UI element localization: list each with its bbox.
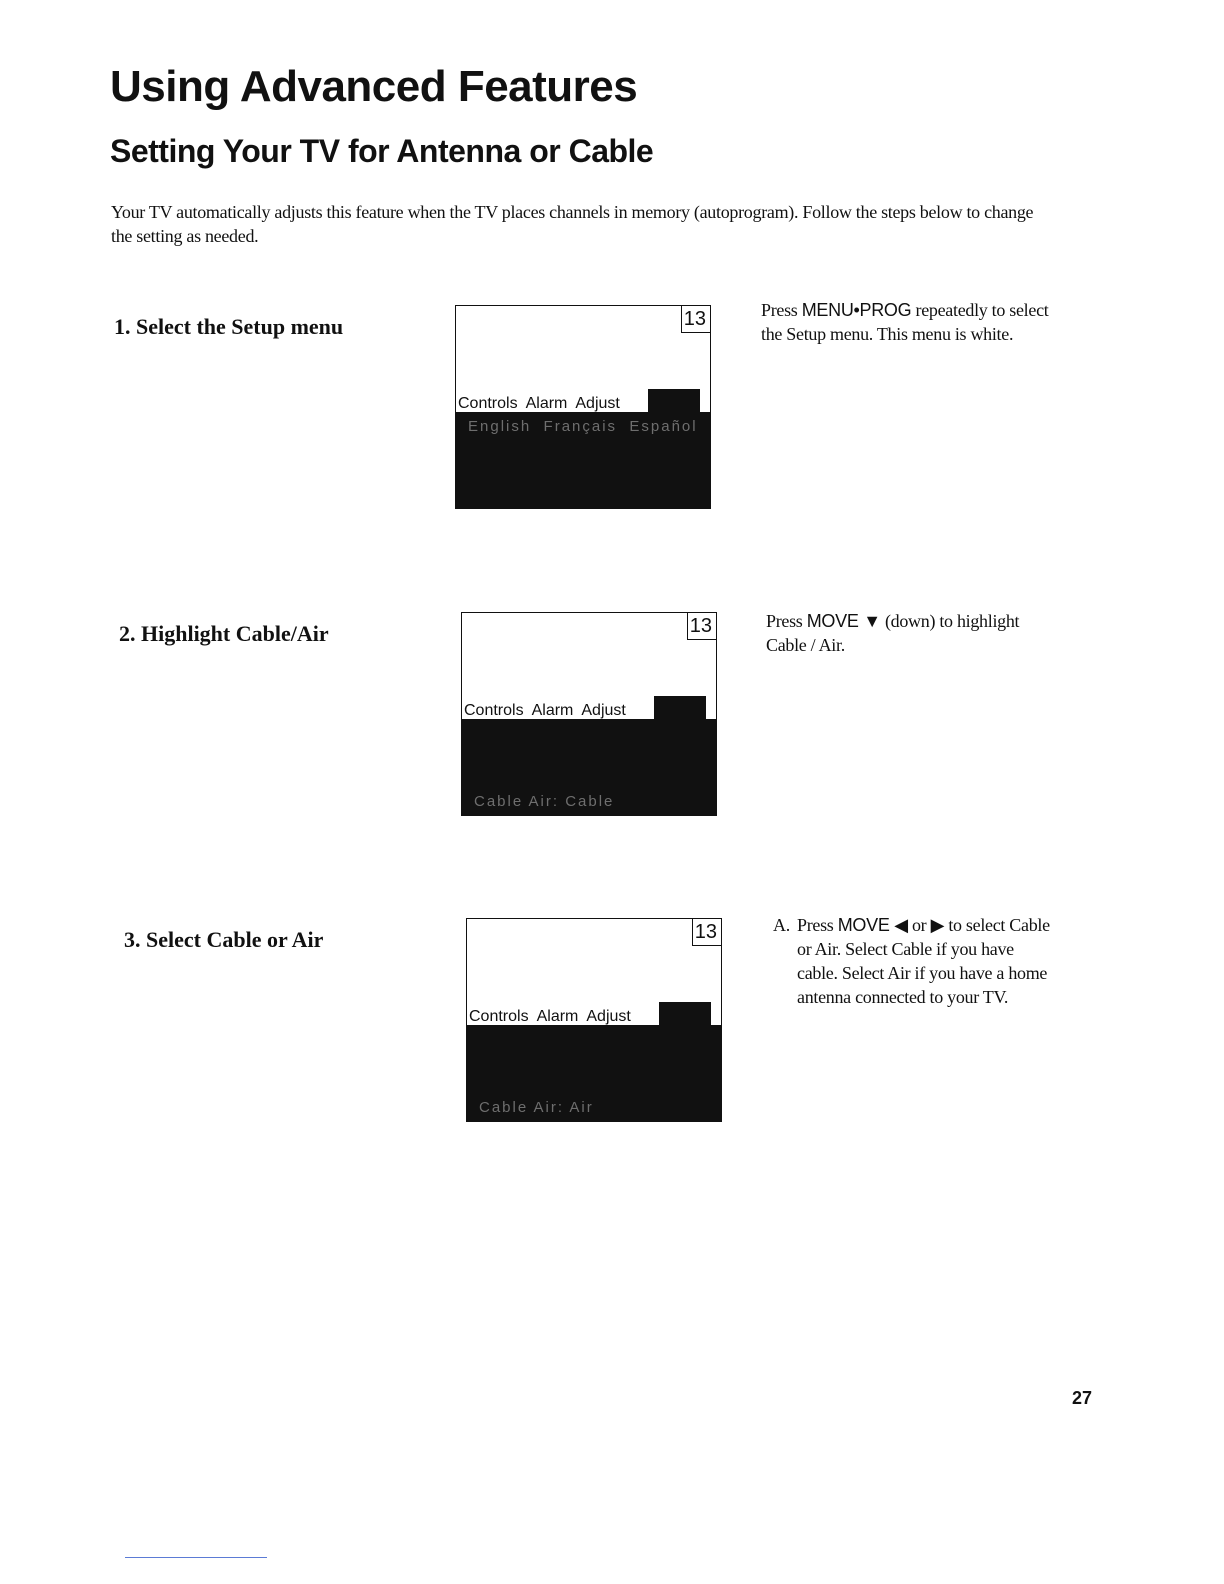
menu-bar: Controls Alarm Adjust [464, 702, 626, 719]
channel-number: 13 [689, 615, 712, 637]
step-2-title: 2. Highlight Cable/Air [119, 621, 329, 646]
section-title: Setting Your TV for Antenna or Cable [110, 133, 654, 169]
desc-text: Press [797, 915, 838, 935]
step-2-description [766, 609, 1026, 657]
tv-screen-step-3 [466, 918, 722, 1122]
desc-text: Press [761, 300, 802, 320]
tv-screen-step-1 [455, 305, 711, 509]
footer-rule [125, 1557, 267, 1558]
menu-body [462, 719, 716, 816]
step-1-title: 1. Select the Setup menu [114, 314, 344, 339]
menu-option-cable-air: Cable Air: Cable [474, 793, 615, 810]
menu-body [467, 1025, 721, 1122]
intro-paragraph: Your TV automatically adjusts this feature when the TV places channels in memory (autoprogram). Follow the steps below to change the setting as needed. [111, 202, 1034, 246]
move-left-key: MOVE ◀ [837, 915, 908, 935]
menu-prog-key: MENU•PROG [801, 300, 912, 320]
desc-text: to select Cable or Air. Select Cable if you have cable. Select Air if you have a home antenna connected to your TV. [797, 915, 1050, 1007]
desc-text: repeatedly to select the Setup menu. This menu is white. [761, 300, 1049, 344]
page-title: Using Advanced Features [110, 62, 638, 111]
list-marker: A. [773, 915, 790, 935]
step-3-title: 3. Select Cable or Air [124, 927, 324, 952]
tv-screen-step-2 [461, 612, 717, 816]
channel-number: 13 [683, 308, 706, 330]
desc-text: (down) to highlight Cable / Air. [766, 611, 1020, 655]
menu-body [456, 412, 710, 509]
step-1-description [761, 298, 1051, 346]
move-right-key: ▶ [930, 915, 945, 935]
desc-text: or [907, 915, 931, 935]
menu-option-language: English Français Español [468, 418, 698, 435]
move-down-key: MOVE ▼ [806, 611, 881, 631]
step-3-description [773, 913, 1058, 1009]
page-number: 27 [1071, 1388, 1092, 1408]
menu-bar: Controls Alarm Adjust [469, 1008, 631, 1025]
desc-text: Press [766, 611, 807, 631]
channel-number: 13 [694, 921, 717, 943]
desc-body [797, 913, 1058, 1009]
menu-option-cable-air: Cable Air: Air [479, 1099, 594, 1116]
menu-bar: Controls Alarm Adjust [458, 395, 620, 412]
